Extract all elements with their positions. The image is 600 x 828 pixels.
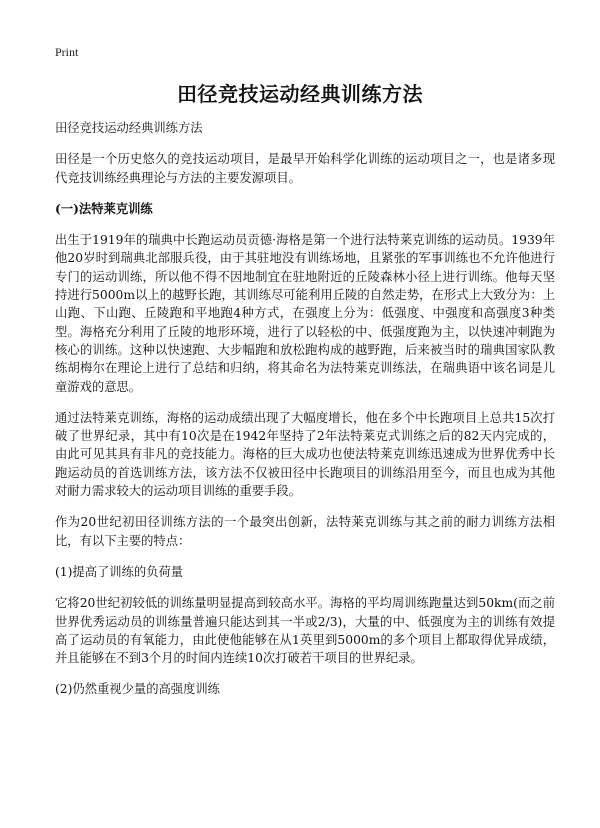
point-2-heading: (2)仍然重视少量的高强度训练	[55, 682, 220, 697]
point-1-text: 它将20世纪初较低的训练量明显提高到较高水平。海格的平均周训练跑量达到50km(而之前世界优秀运动员的训练量普遍只能达到其一半或2/3)，大量的中、低强度为主的训练有效提高了运动员的有氧能力，由此使他能够在从1英里到5000m的多个项目上都取得优异成绩，并且能够在不到3个月的时间内连续10次打破若干项目的世界纪录。	[55, 596, 555, 666]
point-1-heading: (1)提高了训练的负荷量	[55, 564, 184, 579]
intro-paragraph: 田径是一个历史悠久的竞技运动项目，是最早开始科学化训练的运动项目之一，也是诸多现代竞技训练经典理论与方法的主要发源项目。	[55, 152, 555, 185]
body-paragraph-1: 出生于1919年的瑞典中长跑运动员贡德·海格是第一个进行法特莱克训练的运动员。1939年他20岁时到瑞典北部服兵役，由于其驻地没有训练场地，且紧张的军事训练也不允许他进行专门的运动训练，所以他不得不因地制宜在驻地附近的丘陵森林小径上进行训练。他每天坚持进行5000m以上的越野长跑，其训练尽可能利用丘陵的自然走势，在形式上大致分为：上山跑、下山跑、丘陵跑和平地跑4种方式，在强度上分为：低强度、中强度和高强度3种类型。海格充分利用了丘陵的地形环境，进行了以轻松的中、低强度跑为主，以快速冲刺跑为核心的训练。这种以快速跑、大步幅跑和放松跑构成的越野跑，后来被当时的瑞典国家队教练胡梅尔在理论上进行了总结和归纳，将其命名为法特莱克训练法，在瑞典语中该名词是儿童游戏的意思。	[55, 233, 555, 394]
print-label: Print	[55, 45, 79, 59]
body-paragraph-2: 通过法特莱克训练，海格的运动成绩出现了大幅度增长，他在多个中长跑项目上总共15次打破了世界纪录，其中有10次是在1942年坚持了2年法特莱克式训练之后的82天内完成的，由此可见其具有非凡的竞技能力。海格的巨大成功也使法特莱克训练迅速成为世界优秀中长跑运动员的首选训练方法，该方法不仅被田径中长跑项目的训练沿用至今，而且也成为其他对耐力需求较大的运动项目训练的重要手段。	[55, 410, 555, 499]
document-subtitle: 田径竞技运动经典训练方法	[55, 121, 203, 135]
section-heading: (一)法特莱克训练	[55, 200, 153, 216]
page-title: 田径竞技运动经典训练方法	[177, 82, 423, 106]
document-body	[55, 119, 555, 712]
body-paragraph-3: 作为20世纪初田径训练方法的一个最突出创新，法特莱克训练与其之前的耐力训练方法相比，有以下主要的特点：	[55, 515, 555, 548]
